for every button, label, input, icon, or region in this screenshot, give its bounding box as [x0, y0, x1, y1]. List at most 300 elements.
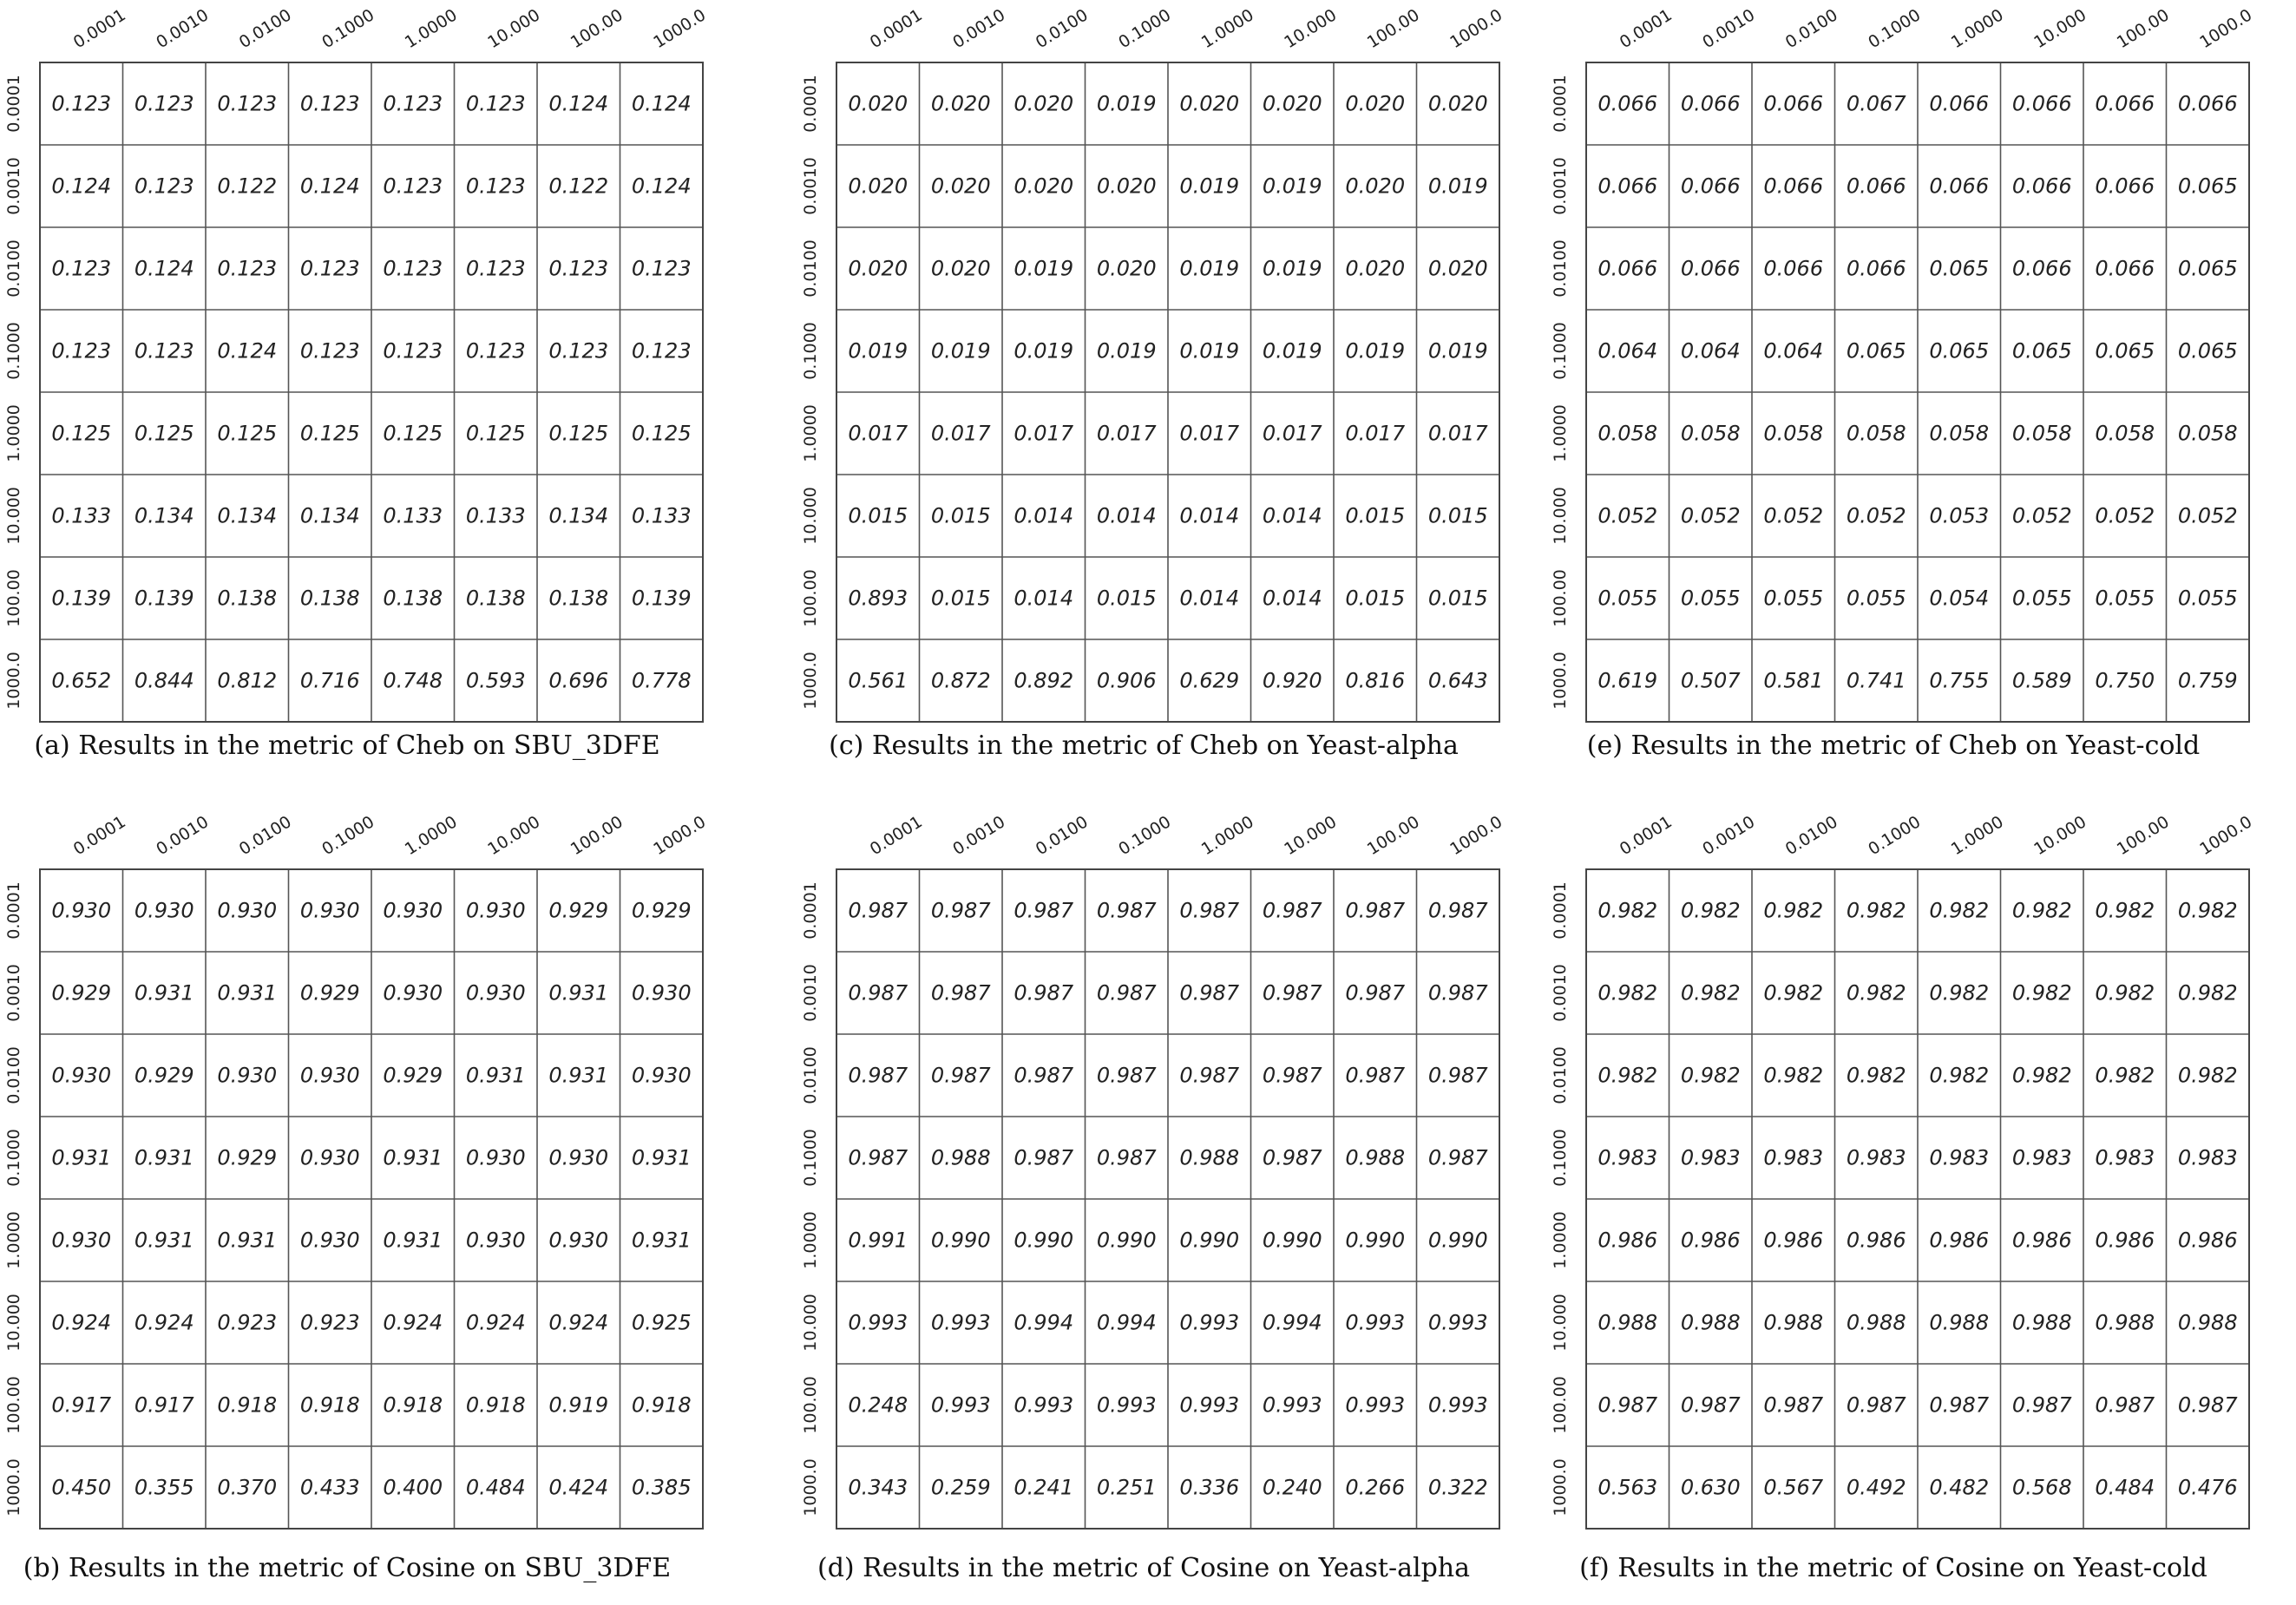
table-cell-value: 0.982	[2011, 980, 2072, 1006]
table-cell-value: 0.125	[465, 421, 526, 446]
table-cell-value: 0.125	[383, 421, 443, 446]
table-cell-value: 0.982	[1597, 980, 1658, 1006]
table-cell-value: 0.844	[134, 668, 194, 693]
table-cell-value: 0.055	[2095, 586, 2155, 611]
table-cell-value: 0.986	[1597, 1228, 1658, 1253]
table-cell-value: 0.139	[631, 586, 692, 611]
row-tick-label: 1000.0	[801, 1458, 820, 1517]
row-tick-label: 0.0100	[4, 239, 23, 298]
table-cell-value: 0.987	[1597, 1392, 1658, 1418]
row-tick-label: 1.0000	[801, 404, 820, 462]
table-cell-value: 0.930	[383, 980, 443, 1006]
table-a	[0, 0, 746, 763]
table-cell-value: 0.924	[548, 1310, 609, 1335]
table-cell-value: 0.987	[1846, 1392, 1906, 1418]
table-cell-value: 0.066	[1597, 91, 1658, 116]
table-grid	[836, 62, 1499, 722]
table-cell-value: 0.122	[217, 174, 278, 199]
table-cell-value: 0.993	[1262, 1392, 1322, 1418]
table-cell-value: 0.400	[383, 1475, 443, 1500]
col-tick-label: 1.0000	[401, 812, 461, 860]
table-cell-value: 0.123	[383, 91, 443, 116]
table-cell-value: 0.619	[1597, 668, 1658, 693]
row-tick-label: 0.0010	[801, 964, 820, 1022]
row-tick-label: 10.000	[4, 1294, 23, 1352]
table-cell-value: 0.017	[1427, 421, 1488, 446]
table-cell-value: 0.020	[1014, 174, 1074, 199]
table-cell-value: 0.986	[1929, 1228, 1990, 1253]
table-cell-value: 0.982	[2095, 1063, 2155, 1088]
table-cell-value: 0.987	[930, 898, 991, 923]
row-tick-label: 0.1000	[1551, 322, 1570, 380]
table-cell-value: 0.123	[383, 256, 443, 281]
row-tick-label: 0.1000	[801, 322, 820, 380]
table-cell-value: 0.020	[1427, 91, 1488, 116]
table-cell-value: 0.987	[1096, 898, 1157, 923]
table-cell-value: 0.066	[1846, 174, 1906, 199]
table-cell-value: 0.982	[1680, 980, 1741, 1006]
table-cell-value: 0.015	[930, 586, 991, 611]
table-cell-value: 0.930	[631, 1063, 692, 1088]
table-cell-value: 0.990	[1014, 1228, 1074, 1253]
table-cell-value: 0.987	[1179, 1063, 1240, 1088]
table-cell-value: 0.930	[465, 980, 526, 1006]
table-cell-value: 0.017	[1096, 421, 1157, 446]
table-cell-value: 0.987	[1763, 1392, 1824, 1418]
row-tick-label: 0.0010	[1551, 157, 1570, 215]
table-cell-value: 0.065	[2095, 338, 2155, 364]
table-cell-value: 0.123	[299, 338, 360, 364]
table-cell-value: 0.987	[848, 1145, 909, 1170]
table-cell-value: 0.982	[1846, 898, 1906, 923]
table-cell-value: 0.058	[1929, 421, 1990, 446]
table-e	[1546, 0, 2293, 763]
table-cell-value: 0.931	[548, 1063, 609, 1088]
table-cell-value: 0.931	[383, 1228, 443, 1253]
table-cell-value: 0.987	[1014, 980, 1074, 1006]
row-tick-label: 100.00	[4, 569, 23, 627]
col-tick-label: 100.00	[567, 812, 626, 860]
table-cell-value: 0.124	[548, 91, 609, 116]
table-cell-value: 0.019	[1014, 338, 1074, 364]
table-cell-value: 0.750	[2095, 668, 2155, 693]
row-tick-label: 0.0001	[4, 75, 23, 133]
row-tick-label: 0.0010	[4, 157, 23, 215]
col-tick-label: 0.0100	[1032, 5, 1092, 53]
table-cell-value: 0.930	[51, 1063, 112, 1088]
table-cell-value: 0.484	[465, 1475, 526, 1500]
table-cell-value: 0.987	[848, 980, 909, 1006]
table-cell-value: 0.052	[1597, 503, 1658, 528]
col-tick-label: 0.0001	[866, 5, 926, 53]
table-cell-value: 0.983	[2095, 1145, 2155, 1170]
table-cell-value: 0.134	[217, 503, 278, 528]
table-cell-value: 0.355	[134, 1475, 194, 1500]
table-cell-value: 0.015	[1427, 586, 1488, 611]
table-cell-value: 0.987	[1345, 898, 1406, 923]
col-tick-label: 100.00	[1363, 812, 1423, 860]
table-cell-value: 0.134	[548, 503, 609, 528]
table-cell-value: 0.931	[631, 1228, 692, 1253]
table-cell-value: 0.020	[930, 256, 991, 281]
table-cell-value: 0.019	[1262, 174, 1322, 199]
table-cell-value: 0.240	[1262, 1475, 1322, 1500]
table-cell-value: 0.124	[134, 256, 194, 281]
row-tick-label: 0.0100	[1551, 239, 1570, 298]
table-cell-value: 0.993	[1427, 1392, 1488, 1418]
table-cell-value: 0.987	[1014, 898, 1074, 923]
table-cell-value: 0.987	[930, 1063, 991, 1088]
row-tick-label: 0.0001	[801, 75, 820, 133]
table-cell-value: 0.066	[2177, 91, 2238, 116]
table-cell-value: 0.052	[1846, 503, 1906, 528]
table-cell-value: 0.017	[1345, 421, 1406, 446]
row-tick-label: 10.000	[1551, 487, 1570, 545]
row-tick-label: 100.00	[801, 569, 820, 627]
table-cell-value: 0.052	[1763, 503, 1824, 528]
table-cell-value: 0.629	[1179, 668, 1240, 693]
table-grid	[1586, 62, 2249, 722]
table-cell-value: 0.064	[1597, 338, 1658, 364]
table-cell-value: 0.065	[2177, 338, 2238, 364]
table-cell-value: 0.123	[383, 174, 443, 199]
table-cell-value: 0.987	[1427, 980, 1488, 1006]
row-tick-label: 1000.0	[1551, 652, 1570, 710]
table-cell-value: 0.123	[548, 338, 609, 364]
table-cell-value: 0.986	[1763, 1228, 1824, 1253]
table-cell-value: 0.014	[1262, 586, 1322, 611]
table-cell-value: 0.930	[299, 898, 360, 923]
table-cell-value: 0.987	[930, 980, 991, 1006]
table-cell-value: 0.568	[2011, 1475, 2072, 1500]
table-cell-value: 0.123	[51, 91, 112, 116]
row-tick-label: 10.000	[801, 487, 820, 545]
table-grid	[836, 869, 1499, 1529]
table-cell-value: 0.994	[1014, 1310, 1074, 1335]
table-cell-value: 0.983	[1680, 1145, 1741, 1170]
table-cell-value: 0.123	[217, 91, 278, 116]
col-tick-label: 0.0100	[1032, 812, 1092, 860]
caption-f: (f) Results in the metric of Cosine on Yeast-cold	[1579, 1553, 2207, 1583]
table-cell-value: 0.020	[1345, 91, 1406, 116]
table-cell-value: 0.987	[1262, 980, 1322, 1006]
table-cell-value: 0.983	[1597, 1145, 1658, 1170]
table-cell-value: 0.138	[465, 586, 526, 611]
table-cell-value: 0.987	[1096, 1145, 1157, 1170]
table-cell-value: 0.015	[848, 503, 909, 528]
table-cell-value: 0.987	[1929, 1392, 1990, 1418]
table-cell-value: 0.990	[1427, 1228, 1488, 1253]
table-cell-value: 0.123	[465, 91, 526, 116]
row-tick-label: 0.0010	[1551, 964, 1570, 1022]
table-cell-value: 0.015	[1345, 503, 1406, 528]
table-cell-value: 0.918	[299, 1392, 360, 1418]
table-cell-value: 0.581	[1763, 668, 1824, 693]
table-cell-value: 0.993	[930, 1392, 991, 1418]
table-cell-value: 0.067	[1846, 91, 1906, 116]
table-cell-value: 0.993	[1096, 1392, 1157, 1418]
table-cell-value: 0.123	[465, 338, 526, 364]
row-tick-label: 0.1000	[4, 322, 23, 380]
row-tick-label: 0.0010	[4, 964, 23, 1022]
col-tick-label: 1000.0	[2196, 5, 2256, 53]
table-cell-value: 0.019	[1014, 256, 1074, 281]
row-tick-label: 0.0100	[801, 1046, 820, 1104]
table-cell-value: 0.990	[1262, 1228, 1322, 1253]
table-cell-value: 0.020	[848, 256, 909, 281]
table-cell-value: 0.241	[1014, 1475, 1074, 1500]
table-cell-value: 0.066	[1846, 256, 1906, 281]
table-cell-value: 0.015	[1345, 586, 1406, 611]
table-cell-value: 0.123	[465, 174, 526, 199]
table-cell-value: 0.778	[631, 668, 692, 693]
table-cell-value: 0.020	[1262, 91, 1322, 116]
table-cell-value: 0.123	[51, 256, 112, 281]
col-tick-label: 0.1000	[1115, 812, 1175, 860]
caption-e: (e) Results in the metric of Cheb on Yeast-cold	[1586, 730, 2201, 761]
table-cell-value: 0.982	[1680, 898, 1741, 923]
row-tick-label: 100.00	[1551, 569, 1570, 627]
table-cell-value: 0.748	[383, 668, 443, 693]
row-tick-label: 1.0000	[801, 1211, 820, 1269]
table-cell-value: 0.123	[134, 174, 194, 199]
col-tick-label: 0.1000	[1865, 812, 1925, 860]
row-tick-label: 10.000	[1551, 1294, 1570, 1352]
table-cell-value: 0.987	[1014, 1063, 1074, 1088]
table-cell-value: 0.993	[1345, 1310, 1406, 1335]
row-tick-label: 0.1000	[801, 1129, 820, 1187]
table-cell-value: 0.930	[465, 1145, 526, 1170]
table-cell-value: 0.055	[1846, 586, 1906, 611]
row-tick-label: 0.0001	[1551, 75, 1570, 133]
table-cell-value: 0.133	[631, 503, 692, 528]
table-cell-value: 0.982	[1680, 1063, 1741, 1088]
table-cell-value: 0.020	[930, 91, 991, 116]
table-cell-value: 0.930	[217, 898, 278, 923]
row-tick-label: 0.1000	[1551, 1129, 1570, 1187]
table-cell-value: 0.019	[1262, 256, 1322, 281]
row-tick-label: 0.1000	[4, 1129, 23, 1187]
table-grid	[1586, 869, 2249, 1529]
col-tick-label: 10.000	[484, 5, 544, 53]
table-cell-value: 0.924	[465, 1310, 526, 1335]
table-cell-value: 0.982	[1597, 898, 1658, 923]
table-cell-value: 0.930	[383, 898, 443, 923]
table-cell-value: 0.125	[134, 421, 194, 446]
table-cell-value: 0.055	[2011, 586, 2072, 611]
col-tick-label: 0.1000	[318, 5, 378, 53]
table-cell-value: 0.993	[1179, 1310, 1240, 1335]
table-cell-value: 0.982	[1763, 980, 1824, 1006]
table-cell-value: 0.930	[548, 1145, 609, 1170]
table-cell-value: 0.014	[1179, 503, 1240, 528]
table-cell-value: 0.020	[930, 174, 991, 199]
table-cell-value: 0.918	[465, 1392, 526, 1418]
row-tick-label: 1.0000	[4, 404, 23, 462]
table-cell-value: 0.931	[383, 1145, 443, 1170]
table-cell-value: 0.986	[1680, 1228, 1741, 1253]
table-cell-value: 0.019	[1345, 338, 1406, 364]
table-cell-value: 0.986	[1846, 1228, 1906, 1253]
row-tick-label: 0.0100	[4, 1046, 23, 1104]
caption-c: (c) Results in the metric of Cheb on Yeast-alpha	[829, 730, 1459, 761]
table-cell-value: 0.492	[1846, 1475, 1906, 1500]
table-cell-value: 0.929	[548, 898, 609, 923]
table-cell-value: 0.014	[1262, 503, 1322, 528]
table-cell-value: 0.930	[299, 1145, 360, 1170]
col-tick-label: 1000.0	[650, 812, 710, 860]
table-cell-value: 0.020	[848, 174, 909, 199]
table-cell-value: 0.893	[848, 586, 909, 611]
table-cell-value: 0.630	[1680, 1475, 1741, 1500]
caption-a: (a) Results in the metric of Cheb on SBU_3DFE	[34, 730, 660, 761]
table-cell-value: 0.066	[1929, 91, 1990, 116]
table-cell-value: 0.929	[383, 1063, 443, 1088]
row-tick-label: 10.000	[801, 1294, 820, 1352]
row-tick-label: 0.0100	[801, 239, 820, 298]
table-cell-value: 0.139	[134, 586, 194, 611]
panel-e	[1546, 0, 2293, 798]
table-cell-value: 0.066	[1597, 174, 1658, 199]
table-cell-value: 0.931	[465, 1063, 526, 1088]
table-cell-value: 0.563	[1597, 1475, 1658, 1500]
table-cell-value: 0.741	[1846, 668, 1906, 693]
table-cell-value: 0.987	[1179, 898, 1240, 923]
panel-a	[0, 0, 746, 798]
table-cell-value: 0.450	[51, 1475, 112, 1500]
table-cell-value: 0.990	[1345, 1228, 1406, 1253]
table-cell-value: 0.931	[134, 1145, 194, 1170]
table-cell-value: 0.052	[2095, 503, 2155, 528]
table-cell-value: 0.990	[930, 1228, 991, 1253]
table-cell-value: 0.133	[383, 503, 443, 528]
table-cell-value: 0.929	[134, 1063, 194, 1088]
table-cell-value: 0.251	[1096, 1475, 1157, 1500]
col-tick-label: 0.0010	[153, 812, 213, 860]
table-cell-value: 0.138	[548, 586, 609, 611]
table-cell-value: 0.066	[1680, 256, 1741, 281]
table-cell-value: 0.322	[1427, 1475, 1488, 1500]
col-tick-label: 0.0010	[1699, 812, 1759, 860]
table-cell-value: 0.931	[134, 980, 194, 1006]
table-cell-value: 0.986	[2177, 1228, 2238, 1253]
table-cell-value: 0.993	[848, 1310, 909, 1335]
table-cell-value: 0.982	[2011, 898, 2072, 923]
col-tick-label: 0.0001	[1616, 812, 1676, 860]
table-cell-value: 0.988	[930, 1145, 991, 1170]
table-cell-value: 0.122	[548, 174, 609, 199]
row-tick-label: 1.0000	[1551, 404, 1570, 462]
table-cell-value: 0.929	[299, 980, 360, 1006]
table-cell-value: 0.133	[465, 503, 526, 528]
table-cell-value: 0.066	[1763, 91, 1824, 116]
table-cell-value: 0.924	[383, 1310, 443, 1335]
table-cell-value: 0.017	[848, 421, 909, 446]
table-cell-value: 0.020	[1096, 174, 1157, 199]
table-cell-value: 0.066	[2095, 174, 2155, 199]
table-cell-value: 0.990	[1096, 1228, 1157, 1253]
table-cell-value: 0.020	[1014, 91, 1074, 116]
table-cell-value: 0.017	[1179, 421, 1240, 446]
table-b	[0, 807, 746, 1570]
table-cell-value: 0.058	[2095, 421, 2155, 446]
table-cell-value: 0.014	[1014, 503, 1074, 528]
table-cell-value: 0.123	[299, 91, 360, 116]
col-tick-label: 100.00	[1363, 5, 1423, 53]
table-cell-value: 0.124	[631, 91, 692, 116]
col-tick-label: 0.0100	[1781, 5, 1841, 53]
table-cell-value: 0.123	[631, 338, 692, 364]
table-cell-value: 0.123	[548, 256, 609, 281]
row-tick-label: 100.00	[1551, 1376, 1570, 1434]
table-cell-value: 0.924	[134, 1310, 194, 1335]
table-cell-value: 0.124	[217, 338, 278, 364]
col-tick-label: 0.0010	[153, 5, 213, 53]
table-cell-value: 0.124	[51, 174, 112, 199]
table-cell-value: 0.370	[217, 1475, 278, 1500]
table-cell-value: 0.982	[2095, 980, 2155, 1006]
table-cell-value: 0.248	[848, 1392, 909, 1418]
table-cell-value: 0.982	[1763, 1063, 1824, 1088]
table-cell-value: 0.987	[2095, 1392, 2155, 1418]
table-cell-value: 0.124	[299, 174, 360, 199]
table-cell-value: 0.065	[2177, 256, 2238, 281]
table-cell-value: 0.125	[51, 421, 112, 446]
row-tick-label: 0.0001	[1551, 881, 1570, 940]
row-tick-label: 0.0100	[1551, 1046, 1570, 1104]
row-tick-label: 0.0010	[801, 157, 820, 215]
table-cell-value: 0.982	[2177, 898, 2238, 923]
table-cell-value: 0.066	[2095, 256, 2155, 281]
col-tick-label: 0.0100	[235, 812, 295, 860]
table-cell-value: 0.987	[1262, 898, 1322, 923]
table-cell-value: 0.982	[1846, 1063, 1906, 1088]
table-cell-value: 0.987	[1179, 980, 1240, 1006]
table-cell-value: 0.872	[930, 668, 991, 693]
row-tick-label: 1.0000	[4, 1211, 23, 1269]
table-cell-value: 0.920	[1262, 668, 1322, 693]
table-cell-value: 0.593	[465, 668, 526, 693]
col-tick-label: 1000.0	[650, 5, 710, 53]
table-cell-value: 0.987	[1014, 1145, 1074, 1170]
table-cell-value: 0.019	[1427, 338, 1488, 364]
col-tick-label: 100.00	[567, 5, 626, 53]
table-cell-value: 0.123	[383, 338, 443, 364]
table-cell-value: 0.066	[2011, 91, 2072, 116]
table-cell-value: 0.929	[217, 1145, 278, 1170]
table-cell-value: 0.123	[217, 256, 278, 281]
table-cell-value: 0.055	[2177, 586, 2238, 611]
table-cell-value: 0.983	[1763, 1145, 1824, 1170]
table-cell-value: 0.020	[848, 91, 909, 116]
table-cell-value: 0.052	[2011, 503, 2072, 528]
table-cell-value: 0.988	[2011, 1310, 2072, 1335]
table-cell-value: 0.982	[2177, 980, 2238, 1006]
table-cell-value: 0.019	[1179, 338, 1240, 364]
table-cell-value: 0.385	[631, 1475, 692, 1500]
table-f	[1546, 807, 2293, 1570]
table-cell-value: 0.482	[1929, 1475, 1990, 1500]
table-cell-value: 0.931	[134, 1228, 194, 1253]
table-cell-value: 0.017	[930, 421, 991, 446]
table-cell-value: 0.052	[1680, 503, 1741, 528]
table-cell-value: 0.930	[51, 1228, 112, 1253]
table-cell-value: 0.589	[2011, 668, 2072, 693]
table-cell-value: 0.988	[2177, 1310, 2238, 1335]
table-cell-value: 0.138	[383, 586, 443, 611]
table-grid	[40, 869, 703, 1529]
table-cell-value: 0.055	[1597, 586, 1658, 611]
